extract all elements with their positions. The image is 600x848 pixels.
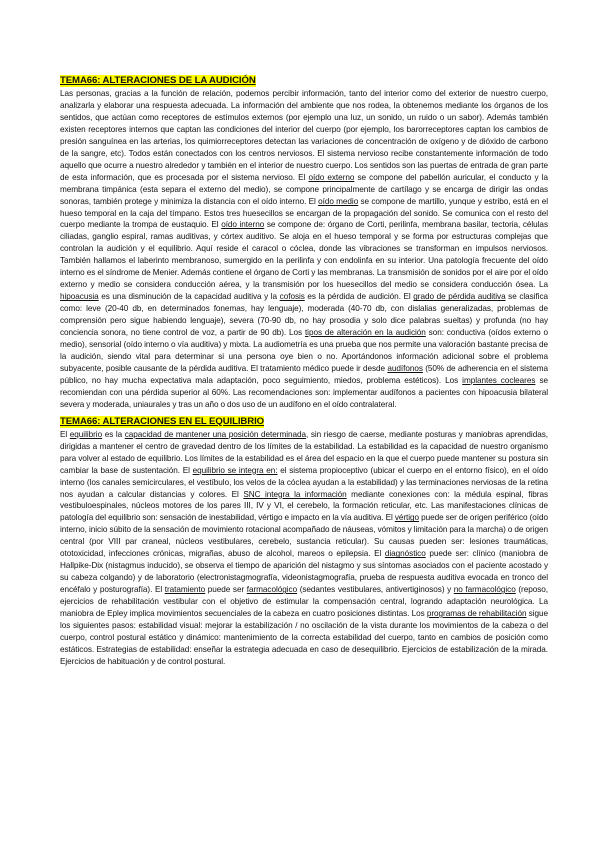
- underlined-term: equilibrio: [69, 429, 103, 439]
- underlined-term: farmacológico: [246, 585, 298, 595]
- underlined-term: tipos de alteración en la audición: [304, 328, 426, 338]
- underlined-term: equilibrio se integra en:: [192, 465, 278, 475]
- text-run: mediante conexiones con: la médula espinal, fibras vestibuloespinales, núcleos motores de los pares III, IV y VI, el cerebelo, la formación reticular, etc. Las manifestaciones clínicas de patología del equilibrio son: sensación de inestabilidad, vértigo e impacto en la vía auditiva. El: [60, 489, 548, 523]
- text-run: (sedantes vestibulares, antivertiginosos) y: [297, 585, 454, 595]
- section-body: [60, 429, 548, 668]
- underlined-term: implantes cocleares: [462, 375, 536, 385]
- underlined-term: hipoacusia: [60, 292, 99, 302]
- text-run: el sistema propioceptivo (ubicar el cuerpo en el entorno físico), en el oído interno (los canales semicirculares, el vestíbulo, los velos de la cóclea ayudan a la estabilidad) y las terminaciones nerviosas de la retina nos ayudan a calcular distancias y colores. El: [60, 465, 548, 499]
- text-run: es la: [102, 429, 125, 439]
- text-run: puede ser: clínico (maniobra de Hallpike-Dix (nistagmus inducido), se observa el tiempo de aparición del nistagmo y sus síntomas asociados con el paciente acostado y su cabeza colgando) y de laboratorio (electronistagmografía, videonistagmografía, prueba de respuesta auditiva evocada en tronco del encéfalo y posturografía). El: [60, 549, 548, 595]
- underlined-term: tratamiento: [164, 585, 206, 595]
- section-heading: TEMA66: ALTERACIONES EN EL EQUILIBRIO: [60, 415, 265, 427]
- underlined-term: oído interno: [221, 220, 265, 230]
- underlined-term: diagnóstico: [384, 549, 426, 559]
- text-run: , sin riesgo de caerse, mediante posturas y maniobras aprendidas, dirigidas a mantener el centro de gravedad dentro de los límites de la estabilidad. La estabilidad es la capacidad de nuestro organismo para volver al estado de equilibrio. Los límites de la estabilidad es el área del espacio en la que el cuerpo puede mantener su postura sin cambiar la base de sustentación. El: [60, 429, 548, 475]
- text-run: (reposo, ejercicios de rehabilitación vestibular con el objetivo de estimular la compensación central, logrando adaptación neurológica. La maniobra de Epley implica movimientos secuenciales de la cabeza en cuatro posiciones distintas. Los: [60, 585, 548, 619]
- text-run: (50% de adherencia en el sistema público, no hay mucha expectativa mala adaptación, poco seguimiento, miedos, problema estéticos). Los: [60, 363, 548, 385]
- text-run: sigue los siguientes pasos: estabilidad visual: mejorar la estabilización / no oscilación de la vista durante los movimientos de la cabeza o del cuerpo, control postural estático y dinámico: mantenimiento de la correcta estabilidad del cuerpo, tanto en cambios de posición como estáticos. Estrategias de estabilidad: enseñar la estrategia adecuada en caso de desequilibrio. Ejercicios de estabilización de la mirada. Ejercicios de habituación y de control postural.: [60, 609, 548, 666]
- text-run: puede ser: [205, 585, 247, 595]
- text-run: son: conductiva (oídos externo o medio), sensorial (oído interno o vía auditiva) y mixta. La audiometría es una prueba que nos permite una valoración bastante precisa de la audición, siendo vital para determinar si una persona oye bien o no. Aportándonos información adicional sobre el problema subyacente, posible causante de la pérdida auditiva. El tratamiento médico puede ir desde: [60, 328, 549, 373]
- underlined-term: programas de rehabilitación: [426, 609, 527, 619]
- underlined-term: vértigo: [394, 513, 420, 523]
- underlined-term: oído medio: [318, 196, 359, 206]
- text-run: se compone de: órgano de Corti, perilinfa, membrana basilar, tectoria, células ciliadas, ganglio espiral, ramas auditivas, y córtex auditivo. Se aloja en el hueso temporal y se forma por estructuras complejas que controlan la audición y el equilibrio. Aquí reside el caracol o cóclea, donde las vibraciones se transforman en impulsos nerviosos. También hallamos el laberinto membranoso, sumergido en la perilinfa y con endolinfa en su interior. Una patología frecuente del oído interno es el síndrome de Menier. Además contiene el órgano de Corti y las membranas. La transmisión de sonidos por el aire por el oído externo y medio se considera conducción aérea, y la transmisión por los huesecillos del medio se considera conducción ósea. La: [60, 220, 548, 290]
- text-run: El: [60, 429, 70, 439]
- underlined-term: no farmacológico: [453, 585, 516, 595]
- document-page: [60, 70, 548, 668]
- text-run: es una disminución de la capacidad auditiva y la: [98, 292, 280, 302]
- section-balance: [60, 411, 548, 668]
- underlined-term: grado de pérdida auditiva: [413, 292, 506, 302]
- text-run: puede ser de origen periférico (oído interno, inicio súbito de la sensación de movimiento rotacional acompañado de náuseas, vómitos y limitación para la marcha) o de origen central (por VIII par craneal, núcleos vestibulares, cerebelo, sustancia reticular). Su causas pueden ser: lesiones traumáticas, ototoxicidad, infecciones crónicas, migrañas, abuso de alcohol, mareos o epilepsia. El: [60, 513, 548, 559]
- section-heading: TEMA66: ALTERACIONES DE LA AUDICIÓN: [60, 75, 256, 86]
- text-run: se compone del pabellón auricular, el conducto y la membrana timpánica (esta separa el externo del medio), se compone principalmente de cartílago y se encarga de dirigir las ondas sonoras, también protege y minimiza la distancia con el oído interno. El: [60, 172, 548, 206]
- underlined-term: cofosis: [279, 292, 305, 302]
- text-run: se clasifica como: leve (20-40 db, en determinados fonemas, hay lenguaje), moderada (40-70 db, con dislalias generalizadas, problemas de comprensión pero sigue habiendo lenguaje), severa (70-90 db, no hay prosodia y solo dice palabras sueltas) y profunda (no hay conciencia sonora, no tiene control de voz, a partir de 90 db). Los: [60, 292, 548, 338]
- text-run: se recomiendan con una pérdida superior al 60%. Las recomendaciones son: implementar audífonos a pacientes con hipoacusia bilateral severa y moderada, uniaurales y tras un año o dos uso de un audífono en el oído contralateral.: [60, 375, 548, 409]
- underlined-term: oído externo: [308, 172, 355, 182]
- section-hearing: [60, 70, 548, 411]
- text-run: se compone de martillo, yunque y estribo, está en el hueso temporal en la caja del tímpano. Estos tres huesecillos se encargan de la propagación del sonido. Se comunica con el resto del cuerpo mediante la trompa de eustaquio. El: [60, 196, 548, 230]
- underlined-term: SNC integra la información: [243, 489, 347, 499]
- text-run: es la pérdida de audición. El: [304, 292, 414, 302]
- underlined-term: capacidad de mantener una posición determinada: [124, 429, 307, 439]
- section-body: [60, 88, 548, 411]
- underlined-term: audífonos: [387, 363, 423, 373]
- text-run: Las personas, gracias a la función de relación, podemos percibir información, tanto del interior como del exterior de nuestro cuerpo, analizarla y elaborar una respuesta adecuada. La información del ambiente que nos rodea, la obtenemos mediante los órganos de los sentidos, que actúan como receptores de estímulos externos (por ejemplo una luz, un sonido, un ruido o un sabor). Además también existen receptores internos que captan las condiciones del interior del cuerpo (por ejemplo, los barorreceptores captan los cambios de presión sanguínea en las arterias, los quimiorreceptores detectan las variaciones de concentración de oxígeno y de dióxido de carbono de la sangre, etc). Todos están conectados con los centros nerviosos. El sistema nervioso recibe constantemente información de todo aquello que ocurre a nuestro alrededor y también en el interior de nuestro cuerpo. Los sentidos son las puertas de entrada de gran parte de esta información, que es procesada por el sistema nervioso. El: [60, 89, 548, 182]
